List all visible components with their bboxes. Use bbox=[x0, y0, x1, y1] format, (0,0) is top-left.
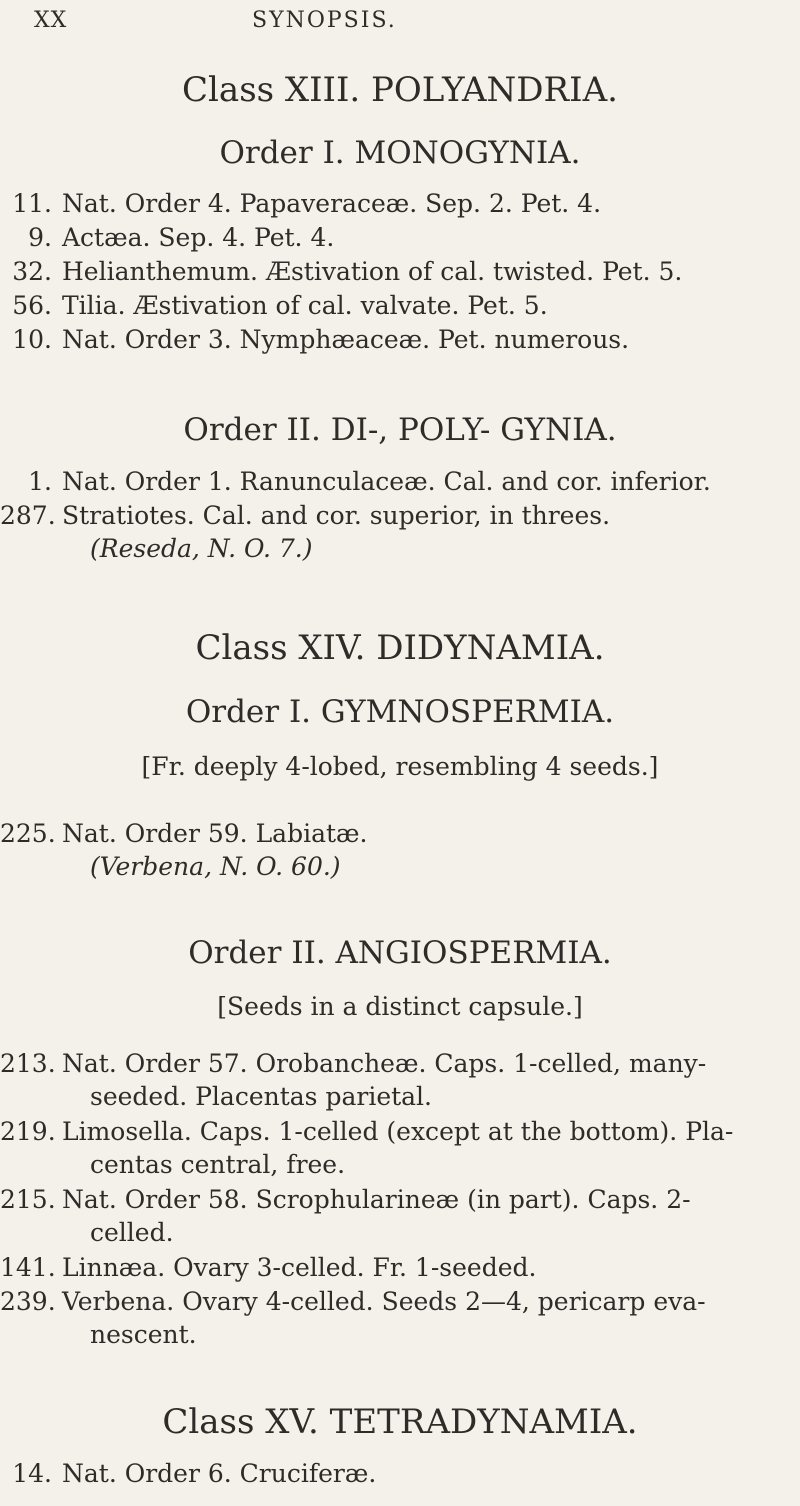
order-title-angiospermia: Order II. ANGIOSPERMIA. bbox=[188, 935, 612, 971]
entry-continuation: (Reseda, N. O. 7.) bbox=[90, 534, 313, 563]
order-note: [Fr. deeply 4-lobed, resembling 4 seeds.] bbox=[141, 752, 659, 781]
entry-number: 213. bbox=[0, 1049, 56, 1078]
entry-text: Nat. Order 6. Cruciferæ. bbox=[62, 1459, 377, 1488]
entry-number: 225. bbox=[0, 819, 56, 848]
entry-text: Helianthemum. Æstivation of cal. twisted. Pet. 5. bbox=[62, 257, 683, 286]
entry-text: Linnæa. Ovary 3-celled. Fr. 1-seeded. bbox=[62, 1253, 537, 1282]
entry-number: 32. bbox=[12, 257, 52, 286]
entry-number: 219. bbox=[0, 1117, 56, 1146]
entry-continuation: nescent. bbox=[90, 1320, 197, 1349]
entry-text: Nat. Order 3. Nymphæaceæ. Pet. numerous. bbox=[62, 325, 630, 354]
page-header bbox=[0, 2, 800, 42]
entry-text: Nat. Order 4. Papaveraceæ. Sep. 2. Pet. 4. bbox=[62, 189, 602, 218]
entry-continuation: celled. bbox=[90, 1218, 174, 1247]
class-title-xiv: Class XIV. DIDYNAMIA. bbox=[195, 628, 605, 668]
entry-continuation: (Verbena, N. O. 60.) bbox=[90, 852, 341, 881]
entry-number: 9. bbox=[28, 223, 52, 252]
entry-text: Verbena. Ovary 4-celled. Seeds 2—4, pericarp eva- bbox=[62, 1287, 706, 1316]
entry-continuation: centas central, free. bbox=[90, 1150, 346, 1179]
entry-number: 56. bbox=[12, 291, 52, 320]
order-title-gymnospermia: Order I. GYMNOSPERMIA. bbox=[185, 694, 615, 730]
entry-number: 287. bbox=[0, 501, 56, 530]
entry-text: Nat. Order 58. Scrophularineæ (in part). Caps. 2- bbox=[62, 1185, 691, 1214]
entry-number: 11. bbox=[12, 189, 52, 218]
entry-continuation: seeded. Placentas parietal. bbox=[90, 1082, 433, 1111]
running-title: SYNOPSIS. bbox=[252, 8, 397, 33]
order-title-monogynia: Order I. MONOGYNIA. bbox=[219, 135, 581, 171]
order-note: [Seeds in a distinct capsule.] bbox=[217, 992, 583, 1021]
entry-text: Actæa. Sep. 4. Pet. 4. bbox=[62, 223, 335, 252]
entry-text: Nat. Order 59. Labiatæ. bbox=[62, 819, 368, 848]
entry-text: Tilia. Æstivation of cal. valvate. Pet. 5. bbox=[62, 291, 548, 320]
entry-text: Nat. Order 1. Ranunculaceæ. Cal. and cor. inferior. bbox=[62, 467, 711, 496]
entry-number: 215. bbox=[0, 1185, 56, 1214]
entry-text: Limosella. Caps. 1-celled (except at the bottom). Pla- bbox=[62, 1117, 734, 1146]
class-title-xv: Class XV. TETRADYNAMIA. bbox=[162, 1402, 638, 1442]
entry-text: Stratiotes. Cal. and cor. superior, in threes. bbox=[62, 501, 611, 530]
order-title-di-poly-gynia: Order II. DI-, POLY- GYNIA. bbox=[183, 412, 617, 448]
class-title-xiii: Class XIII. POLYANDRIA. bbox=[182, 70, 618, 110]
page-number: XX bbox=[34, 8, 68, 33]
entry-text: Nat. Order 57. Orobancheæ. Caps. 1-celled, many- bbox=[62, 1049, 707, 1078]
entry-number: 141. bbox=[0, 1253, 56, 1282]
entry-number: 239. bbox=[0, 1287, 56, 1316]
entry-number: 10. bbox=[12, 325, 52, 354]
entry-number: 14. bbox=[12, 1459, 52, 1488]
entry-number: 1. bbox=[28, 467, 52, 496]
